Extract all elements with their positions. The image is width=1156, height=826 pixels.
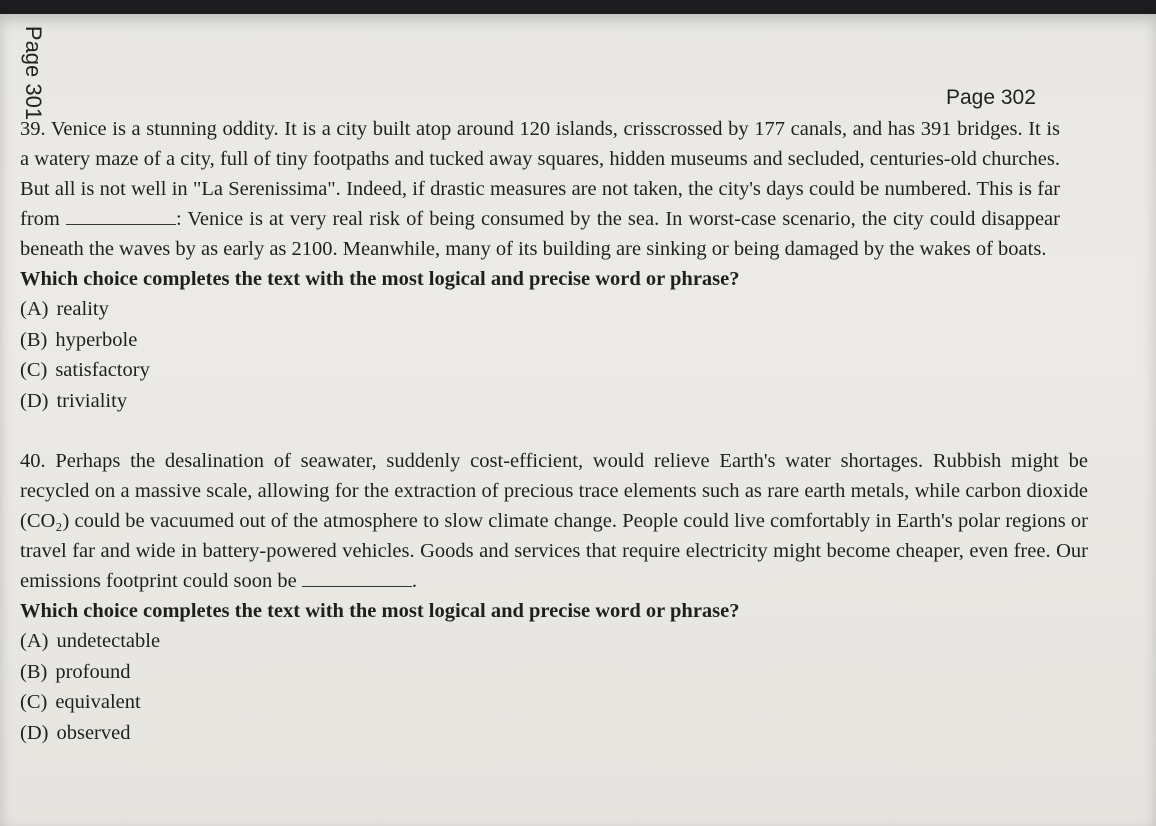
answer-blank bbox=[66, 206, 176, 225]
choice-letter: (A) bbox=[20, 298, 49, 320]
choice-text: hyperbole bbox=[55, 328, 138, 351]
choice-b[interactable] bbox=[20, 325, 1060, 356]
choice-letter: (C) bbox=[20, 359, 48, 381]
passage-text-after-blank: . bbox=[411, 570, 417, 592]
choice-a[interactable] bbox=[20, 626, 1088, 657]
worksheet-page bbox=[0, 14, 1156, 826]
question-39 bbox=[20, 114, 1060, 416]
passage-text-after-blank: : Venice is at very real risk of being consumed by the sea. In worst-case scenario, the city could disappear beneath the waves by as early as 2100. Meanwhile, many of its building are sinking or being damaged by the wakes of boats. bbox=[20, 208, 1060, 260]
choice-letter: (D) bbox=[20, 721, 49, 744]
answer-choices bbox=[20, 626, 1088, 748]
choice-text: undetectable bbox=[56, 630, 161, 652]
choice-d[interactable] bbox=[20, 718, 1088, 749]
choice-text: reality bbox=[56, 298, 109, 320]
choice-letter: (B) bbox=[20, 328, 48, 351]
question-40 bbox=[20, 446, 1088, 748]
choice-text: observed bbox=[56, 721, 131, 744]
choice-c[interactable] bbox=[20, 687, 1088, 718]
choice-text: triviality bbox=[56, 389, 128, 412]
question-prompt: Which choice completes the text with the most logical and precise word or phrase? bbox=[20, 268, 740, 290]
question-passage bbox=[20, 114, 1060, 264]
passage-text-before-blank: 39. Venice is a stunning oddity. It is a city built atop around 120 islands, crisscrossed by 177 canals, and has 391 bridges. It is a watery maze of a city, full of tiny footpaths and tucked away squares, hidden museums and secluded, centuries-old churches. But all is not well in "La Serenissima". Indeed, if drastic measures are not taken, the city's days could be numbered. This is far from bbox=[20, 118, 1060, 230]
choice-letter: (B) bbox=[20, 660, 48, 683]
choice-d[interactable] bbox=[20, 386, 1060, 417]
question-passage bbox=[20, 446, 1088, 596]
answer-blank bbox=[302, 568, 412, 587]
page-number: Page 302 bbox=[946, 86, 1036, 109]
choice-text: equivalent bbox=[55, 691, 141, 713]
choice-letter: (D) bbox=[20, 389, 49, 412]
choice-a[interactable] bbox=[20, 294, 1060, 325]
choice-letter: (A) bbox=[20, 630, 49, 652]
choice-b[interactable] bbox=[20, 657, 1088, 688]
question-prompt: Which choice completes the text with the most logical and precise word or phrase? bbox=[20, 600, 740, 622]
choice-letter: (C) bbox=[20, 691, 48, 713]
previous-page-label: Page 301 bbox=[21, 25, 47, 121]
choice-text: profound bbox=[55, 660, 131, 683]
answer-choices bbox=[20, 294, 1060, 416]
passage-text-before-blank: 40. Perhaps the desalination of seawater, suddenly cost-efficient, would relieve Earth's water shortages. Rubbish might be recycled on a massive scale, allowing for the extraction of precious trace elements such as rare earth metals, while carbon dioxide (CO₂) could be vacuumed out of the atmosphere to slow climate change. People could live comfortably in Earth's polar regions or travel far and wide in battery-powered vehicles. Goods and services that require electricity might become cheaper, even free. Our emissions footprint could soon be bbox=[20, 450, 1088, 592]
choice-text: satisfactory bbox=[55, 359, 150, 381]
choice-c[interactable] bbox=[20, 355, 1060, 386]
